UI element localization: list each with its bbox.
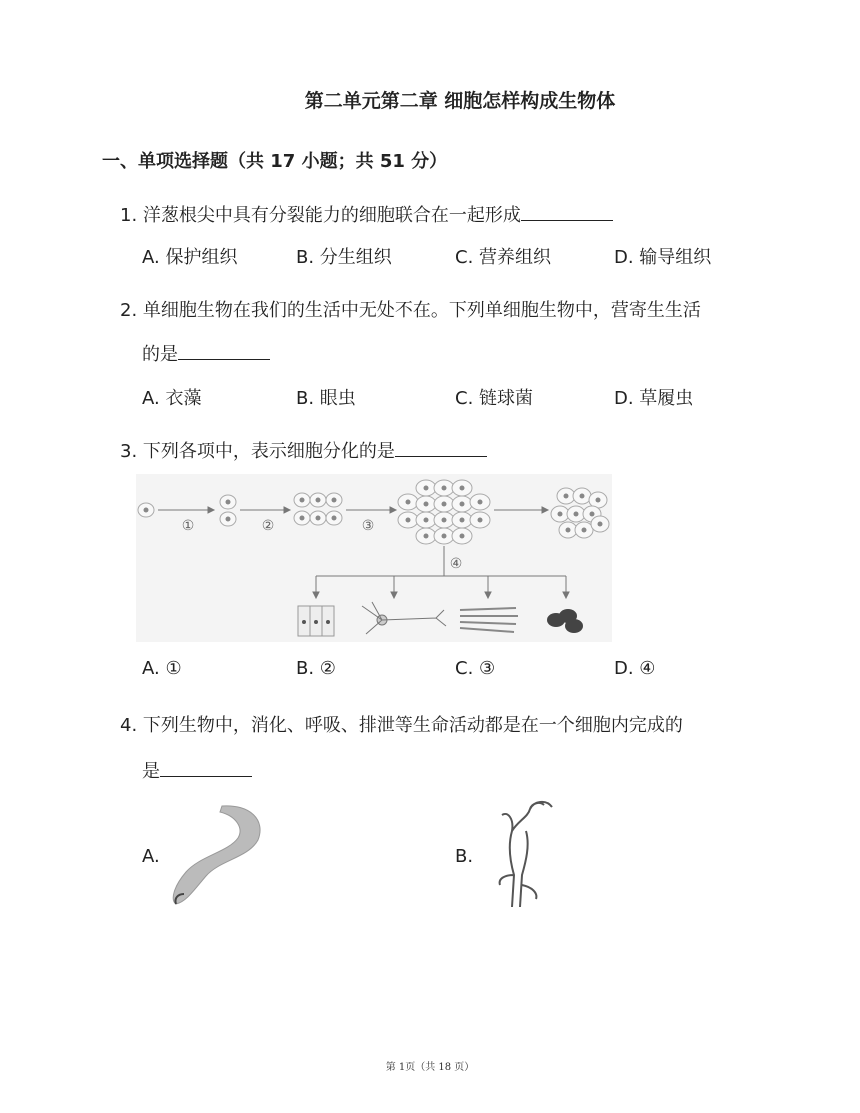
answer-blank[interactable] (160, 758, 252, 777)
q1-option-d[interactable]: D. 输导组织 (614, 247, 712, 268)
q3-option-a[interactable]: A. ① (142, 658, 182, 679)
question-2-text (142, 340, 270, 366)
epithelial-tissue-image (298, 606, 334, 636)
page-footer: 第 1页（共 18 页） (385, 1062, 475, 1073)
q1-option-b[interactable]: B. 分生组织 (296, 247, 392, 268)
q1-option-c[interactable]: C. 营养组织 (455, 247, 552, 268)
figure-label-4: ④ (449, 556, 463, 572)
question-4-text (142, 757, 252, 783)
q2-option-c[interactable]: C. 链球菌 (455, 388, 534, 409)
question-4-stem-line2: 是 (142, 761, 160, 782)
q3-option-d[interactable]: D. ④ (614, 658, 656, 679)
section-heading: 一、单项选择题（共 17 小题；共 51 分） (102, 151, 448, 172)
figure-label-3: ③ (361, 518, 375, 534)
cell-differentiation-figure (136, 474, 612, 642)
figure-label-2: ② (261, 518, 275, 534)
q4-option-a[interactable]: A. (142, 846, 160, 867)
worm-organism-image (162, 798, 272, 910)
question-1-stem: 1. 洋葱根尖中具有分裂能力的细胞联合在一起形成 (120, 205, 521, 226)
question-2-stem-line2: 的是 (142, 344, 178, 365)
q2-option-d[interactable]: D. 草履虫 (614, 388, 694, 409)
question-3-text (120, 437, 487, 463)
q2-option-a[interactable]: A. 衣藻 (142, 388, 202, 409)
answer-blank[interactable] (395, 438, 487, 457)
q4-option-b[interactable]: B. (455, 846, 474, 867)
page-title: 第二单元第二章 细胞怎样构成生物体 (304, 90, 616, 112)
answer-blank[interactable] (521, 202, 613, 221)
q1-option-a[interactable]: A. 保护组织 (142, 247, 238, 268)
q3-option-b[interactable]: B. ② (296, 658, 336, 679)
question-4-stem: 4. 下列生物中，消化、呼吸、排泄等生命活动都是在一个细胞内完成的 (120, 715, 683, 736)
answer-blank[interactable] (178, 341, 270, 360)
question-2-stem: 2. 单细胞生物在我们的生活中无处不在。下列单细胞生物中，营寄生生活 (120, 300, 701, 321)
question-1-text (120, 201, 613, 227)
figure-label-1: ① (181, 518, 195, 534)
question-3-stem: 3. 下列各项中，表示细胞分化的是 (120, 441, 395, 462)
q3-option-c[interactable]: C. ③ (455, 658, 496, 679)
q2-option-b[interactable]: B. 眼虫 (296, 388, 356, 409)
hydra-organism-image (490, 795, 560, 915)
